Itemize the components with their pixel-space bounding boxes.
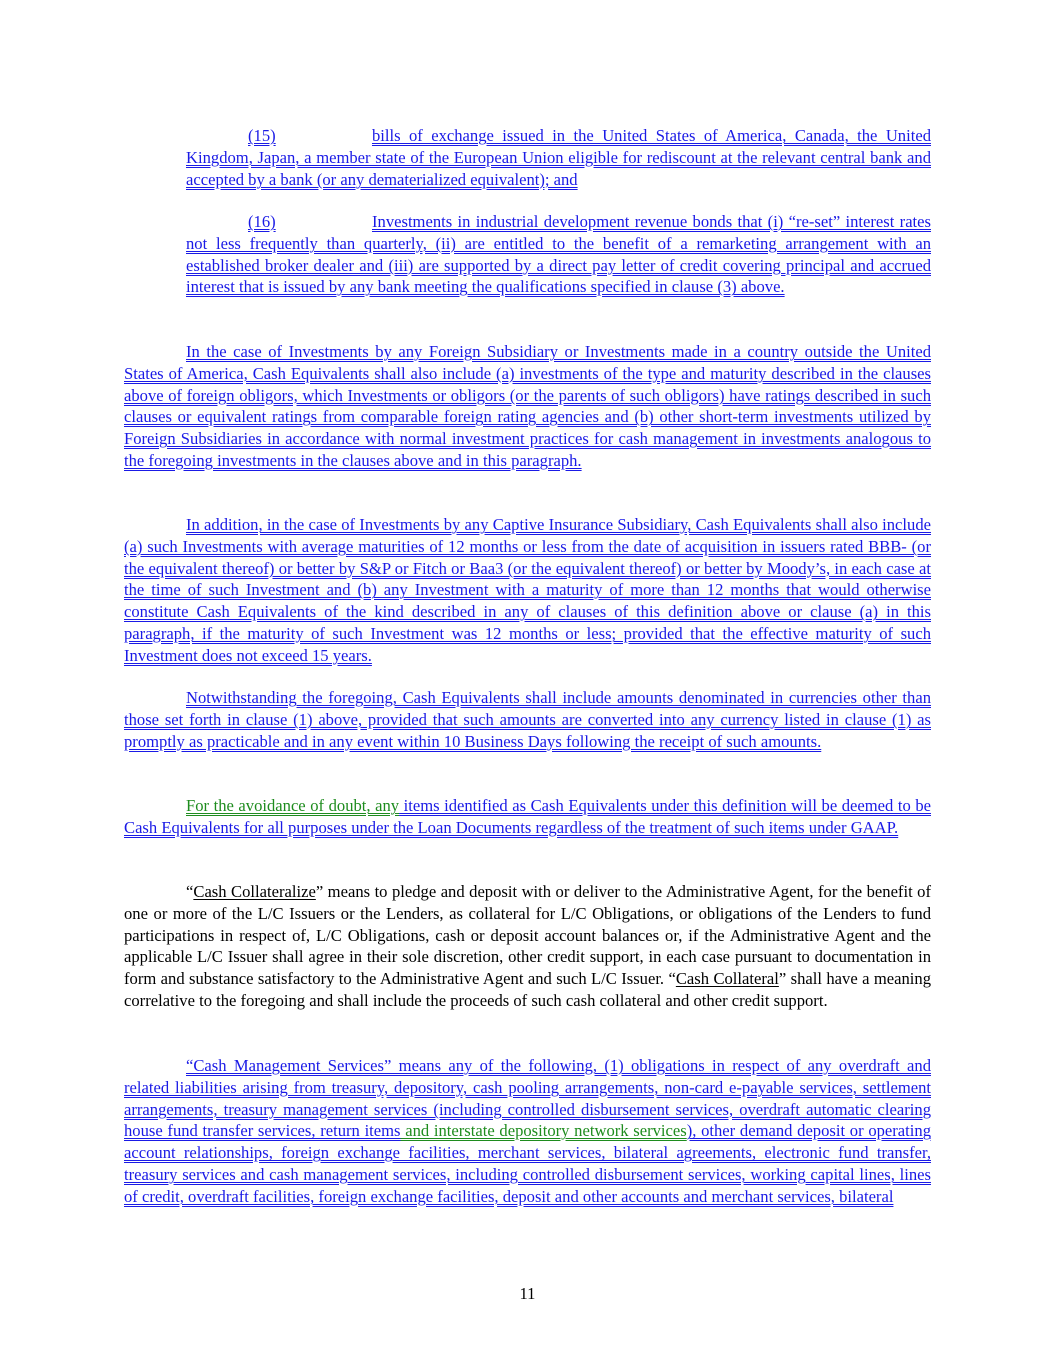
- defined-term: Cash Collateral: [675, 969, 779, 989]
- moved-text: and interstate depository network services: [400, 1121, 687, 1141]
- notwithstanding-paragraph: [124, 687, 931, 752]
- definition-body: ” means to pledge and deposit with or deliver to the Administrative Agent, for the benefit of one or more of the L/C Issuers or the Lenders, as collateral for L/C Obligations, or obligations of the Lenders to fund participations in respect of, L/C Obligations, cash or deposit account balances or, if the Administrative Agent and the applicable L/C Issuer shall agree in their sole discretion, other credit support, in each case pursuant to documentation in form and substance satisfactory to the Administrative Agent and such L/C Issuer. “: [124, 882, 931, 989]
- paragraph-text: “Cash Management Services” means any of the following, (1) obligations in respect of any overdraft and related liabilities arising from treasury, depository, cash pooling arrangements, non-card e-payable services, settlement arrangements, treasury management services (including controlled disbursement services, overdraft automatic clearing house fund transfer services, return items: [124, 1056, 931, 1141]
- moved-text: For the avoidance of doubt, any: [186, 796, 400, 815]
- paragraph-text: In the case of Investments by any Foreign Subsidiary or Investments made in a country outside the United States of America, Cash Equivalents shall also include (a) investments of the type and maturity described in the clauses above of foreign obligors, which Investments or obligors (or the parents of such obligors) have ratings described in such clauses or equivalent ratings from comparable foreign rating agencies and (b) other short-term investments utilized by Foreign Subsidiaries in accordance with normal investment practices for cash management in investments analogous to the foregoing investments in the clauses above and in this paragraph.: [124, 342, 931, 470]
- captive-insurance-paragraph: [124, 514, 931, 667]
- clause-text: bills of exchange issued in the United States of America, Canada, the United Kingdom, Japan, a member state of the European Union eligible for rediscount at the relevant central bank and accepted by a bank (or any dematerialized equivalent); and: [186, 126, 931, 189]
- clause-15: [186, 125, 931, 190]
- cash-management-services-definition: [124, 1055, 931, 1208]
- paragraph-text: items identified as Cash Equivalents under this definition will be deemed to be Cash Equivalents for all purposes under the Loan Documents regardless of the treatment of such items under GAAP.: [124, 796, 931, 837]
- definition-tail: ” shall have a meaning correlative to the foregoing and shall include the proceeds of such cash collateral and other credit support.: [124, 969, 931, 1010]
- cash-collateralize-definition: [124, 881, 931, 1012]
- paragraph-text: ), other demand deposit or operating account relationships, foreign exchange facilities, merchant services, bilateral agreements, electronic fund transfer, treasury services and cash management services, including controlled disbursement services, working capital lines, lines of credit, overdraft facilities, foreign exchange facilities, deposit and other accounts and merchant services, bilateral: [124, 1121, 931, 1206]
- foreign-subsidiary-paragraph: [124, 341, 931, 472]
- paragraph-text: In addition, in the case of Investments by any Captive Insurance Subsidiary, Cash Equivalents shall also include (a) such Investments with average maturities of 12 months or less from the date of acquisition in issuers rated BBB- (or the equivalent thereof) or better by S&P or Fitch or Baa3 (or the equivalent thereof) or better by Moody’s, in each case at the time of such Investment and (b) any Investment with a maturity of more than 12 months that would otherwise constitute Cash Equivalents of the kind described in any of clauses of this definition above or clause (a) in this paragraph, if the maturity of such Investment was 12 months or less; provided that the effective maturity of such Investment does not exceed 15 years.: [124, 515, 931, 665]
- paragraph-text: Notwithstanding the foregoing, Cash Equivalents shall include amounts denominated in currencies other than those set forth in clause (1) above, provided that such amounts are converted into any currency listed in clause (1) as promptly as practicable and in any event within 10 Business Days following the receipt of such amounts.: [124, 688, 931, 751]
- clause-text: Investments in industrial development revenue bonds that (i) “re-set” interest rates not less frequently than quarterly, (ii) are entitled to the benefit of a remarketing arrangement with an established broker dealer and (iii) are supported by a direct pay letter of credit covering principal and accrued interest that is issued by any bank meeting the qualifications specified in clause (3) above.: [186, 212, 931, 297]
- quote-open: “: [186, 882, 194, 901]
- clause-16: [186, 211, 931, 298]
- clause-number: (16): [248, 212, 276, 231]
- defined-term: Cash Collateralize: [193, 882, 316, 901]
- clause-number: (15): [248, 126, 276, 145]
- page-number: 11: [519, 1284, 536, 1303]
- avoidance-of-doubt-paragraph: [124, 795, 931, 839]
